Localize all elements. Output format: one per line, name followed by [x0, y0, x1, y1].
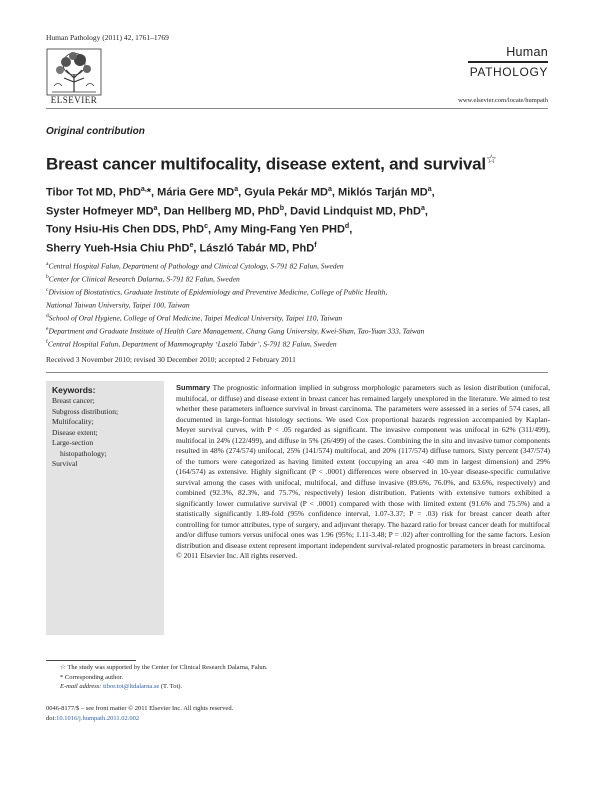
doi-link[interactable]: 10.1016/j.humpath.2011.02.002	[56, 714, 140, 722]
keyword-item: Breast cancer;	[52, 396, 95, 405]
author-line	[46, 219, 556, 238]
affiliation-text: Central Hospital Falun, Department of Pathology and Clinical Cytology, S-791 82 Falun, Sweden	[48, 261, 344, 271]
affiliation-key: a	[46, 261, 49, 267]
author-sep: ,	[284, 205, 291, 218]
received-dates: Received 3 November 2010; revised 30 December 2010; accepted 2 February 2011	[46, 355, 296, 364]
doi-label: doi:	[46, 714, 57, 722]
affiliation-text: Center for Clinical Research Dalarna, S-791 82 Falun, Sweden	[48, 274, 240, 284]
journal-url-link[interactable]: www.elsevier.com/locate/humpath	[458, 97, 548, 104]
affiliation-item	[46, 272, 556, 285]
elsevier-tree-icon	[46, 48, 102, 96]
keyword-item: Survival	[52, 459, 78, 468]
affiliation-item	[46, 285, 556, 298]
affiliation-key: d	[46, 313, 49, 319]
author-name: Sherry Yueh-Hsia Chiu PhD	[46, 242, 190, 255]
affiliation-item	[46, 324, 556, 337]
author-name: László Tabár MD, PhD	[199, 242, 315, 255]
author-sep: ,	[193, 242, 200, 255]
author-name: David Lindquist MD, PhD	[290, 205, 421, 218]
journal-brand	[468, 45, 548, 79]
author-aff[interactable]: a,	[140, 186, 147, 193]
header-divider	[46, 108, 548, 109]
doi-line	[46, 714, 233, 724]
affiliation-item	[46, 337, 556, 350]
author-line	[46, 238, 556, 257]
affiliation-text: School of Oral Hygiene, College of Oral Medicine, Taipei Medical University, Taipei 110, Taiwan	[48, 313, 343, 323]
affiliation-key: e	[46, 326, 49, 332]
footnote-funding	[60, 663, 268, 673]
affiliation-key: b	[46, 274, 49, 280]
author-list	[46, 182, 556, 257]
affiliation-text: Department and Graduate Institute of Health Care Management, Chang Gung University, Kwei-Shan, Tao-Yuan 333, Taiwan	[48, 326, 425, 336]
keyword-item: Subgross distribution;	[52, 406, 119, 416]
author-sep: ,	[331, 186, 339, 199]
bottom-matter	[46, 704, 233, 723]
author-aff[interactable]: a	[234, 186, 239, 193]
author-sep: ,	[208, 223, 214, 236]
keyword-item: Large-section	[52, 438, 94, 447]
author-name: Gyula Pekár MD	[244, 186, 328, 199]
title-footnote-star-icon[interactable]: ☆	[485, 152, 497, 166]
abstract	[176, 383, 550, 562]
author-aff[interactable]: a	[328, 186, 332, 193]
publisher-logo	[46, 48, 102, 106]
author-name: Amy Ming-Fang Yen PHD	[213, 223, 345, 236]
footnote-divider	[46, 660, 136, 661]
author-aff[interactable]: a	[153, 204, 158, 212]
received-divider	[46, 372, 548, 373]
brand-line-1: Human	[506, 45, 548, 59]
author-sep: ,	[238, 186, 245, 199]
author-sep: ,	[431, 186, 435, 199]
affiliation-item	[46, 298, 556, 311]
footnote-star-icon: ☆	[60, 664, 66, 671]
author-sep: ,	[157, 205, 164, 218]
email-link[interactable]: tibor.tot@ltdalarna.se	[103, 683, 160, 690]
author-name: Tibor Tot MD, PhD	[46, 186, 141, 199]
affiliation-list	[46, 259, 556, 350]
abstract-paragraph	[176, 383, 550, 551]
brand-rule	[468, 61, 548, 63]
author-sep: ,	[424, 205, 428, 218]
footnote-corresponding-text: Corresponding author.	[64, 673, 124, 681]
affiliation-item	[46, 311, 556, 324]
keywords-label: Keywords:	[52, 385, 96, 395]
article-title	[46, 152, 556, 175]
abstract-copyright: © 2011 Elsevier Inc. All rights reserved.	[176, 551, 298, 560]
keywords-panel	[46, 381, 164, 635]
keyword-item: Multifocality;	[52, 417, 94, 426]
email-suffix: (T. Tot).	[160, 683, 183, 690]
affiliation-key: f	[46, 339, 48, 345]
abstract-lead: Summary	[176, 383, 211, 392]
footnote-email	[60, 682, 268, 692]
brand-line-2: PATHOLOGY	[469, 65, 548, 79]
author-aff[interactable]: a	[427, 186, 432, 193]
author-name: Dan Hellberg MD, PhD	[163, 205, 280, 218]
author-aff[interactable]: b	[279, 204, 285, 212]
footnote-corresponding: * Corresponding author.	[60, 673, 124, 681]
author-line	[46, 182, 556, 201]
affiliation-text: National Taiwan University, Taipei 100, Taiwan	[46, 300, 190, 310]
author-name: Tony Hsiu-His Chen DDS, PhD	[46, 223, 205, 236]
author-aff[interactable]: e	[189, 241, 194, 249]
journal-citation: Human Pathology (2011) 42, 1761–1769	[46, 33, 169, 42]
affiliation-text: Central Hospital Falun, Department of Mammography ‘Laszló Tabár’, S-791 82 Falun, Sweden	[47, 339, 337, 349]
author-name: Miklós Tarján MD	[338, 186, 428, 199]
email-label: E-mail address:	[60, 683, 102, 690]
author-name: Syster Hofmeyer MD	[46, 205, 154, 218]
author-name: Mária Gere MD	[157, 186, 235, 199]
affiliation-item	[46, 259, 556, 272]
article-type: Original contribution	[46, 126, 145, 137]
author-aff[interactable]: f	[314, 241, 317, 249]
author-aff[interactable]: a	[420, 204, 425, 212]
footnotes	[60, 663, 268, 692]
author-sep: *,	[146, 186, 158, 199]
author-aff[interactable]: d	[344, 223, 350, 231]
issn-line: 0046-8177/$ – see front matter © 2011 Elsevier Inc. All rights reserved.	[46, 705, 234, 712]
author-sep: ,	[349, 223, 353, 236]
abstract-body: The prognostic information implied in subgross morphologic parameters such as lesion distribution (unifocal, multifocal, or diffuse) and disease extent in breast cancer has remained largely unexplored in the literature. We aimed to test whether these parameters influence survival in breast carcinoma. The parameters were assessed in a series of 574 cases, all documented in large-format histology sections. We used Cox proportional hazards regression accompanied by Kaplan-Meyer survival curves, with P < .05 regarded as significant. The invasive component was unifocal in 62% (311/499), multifocal in 24% (122/499), and diffuse in 5% (26/499) of the cases. Combining the in situ and invasive tumor components resulted in 48% (274/574) unifocal, 25% (141/574) multifocal, and 20% (117/574) diffuse tumors. Sixty percent (347/574) of the tumors were categorized as having limited extent (occupying an area <40 mm in largest dimension) and 29% (164/574) as extensive. Highly significant (P < .0001) differences were observed in 10-year disease-specific cumulative survival among the cases with unifocal, multifocal, and diffuse invasive (89.6%, 76.0%, and 63.6%, respectively) and combined (92.3%, 82.3%, and 75.7%, respectively) lesion distribution. Patients with extensive tumors exhibited a significantly lower cumulative survival (P < .0001) compared with those with limited extent (91.6% and 75.5%) and a statistically significantly 1.89-fold (95% confidence interval, 1.07-3.37; P = .03) risk for breast cancer death after controlling for tumor attributes, type of surgery, and adjuvant therapy. The hazard ratio for breast cancer death for multifocal and/or diffuse tumors versus unifocal ones was 1.96 (95%; 1.11-3.48; P = .02) after controlling for the same factors. Lesion distribution and disease extent represent important independent survival-related prognostic parameters in breast carcinoma.	[176, 383, 550, 550]
author-line	[46, 201, 556, 220]
affiliation-key: c	[46, 287, 49, 293]
footnote-funding-text: The study was supported by the Center for Clinical Research Dalarna, Falun.	[67, 664, 268, 671]
keyword-item: Disease extent;	[52, 427, 98, 437]
keyword-item: histopathology;	[60, 448, 107, 458]
author-aff[interactable]: c	[204, 223, 208, 231]
affiliation-text: Division of Biostatistics, Graduate Institute of Epidemiology and Preventive Medicine, College of Public Health,	[48, 287, 388, 297]
elsevier-wordmark: ELSEVIER	[50, 95, 98, 105]
article-title-text: Breast cancer multifocality, disease extent, and survival	[46, 154, 486, 174]
